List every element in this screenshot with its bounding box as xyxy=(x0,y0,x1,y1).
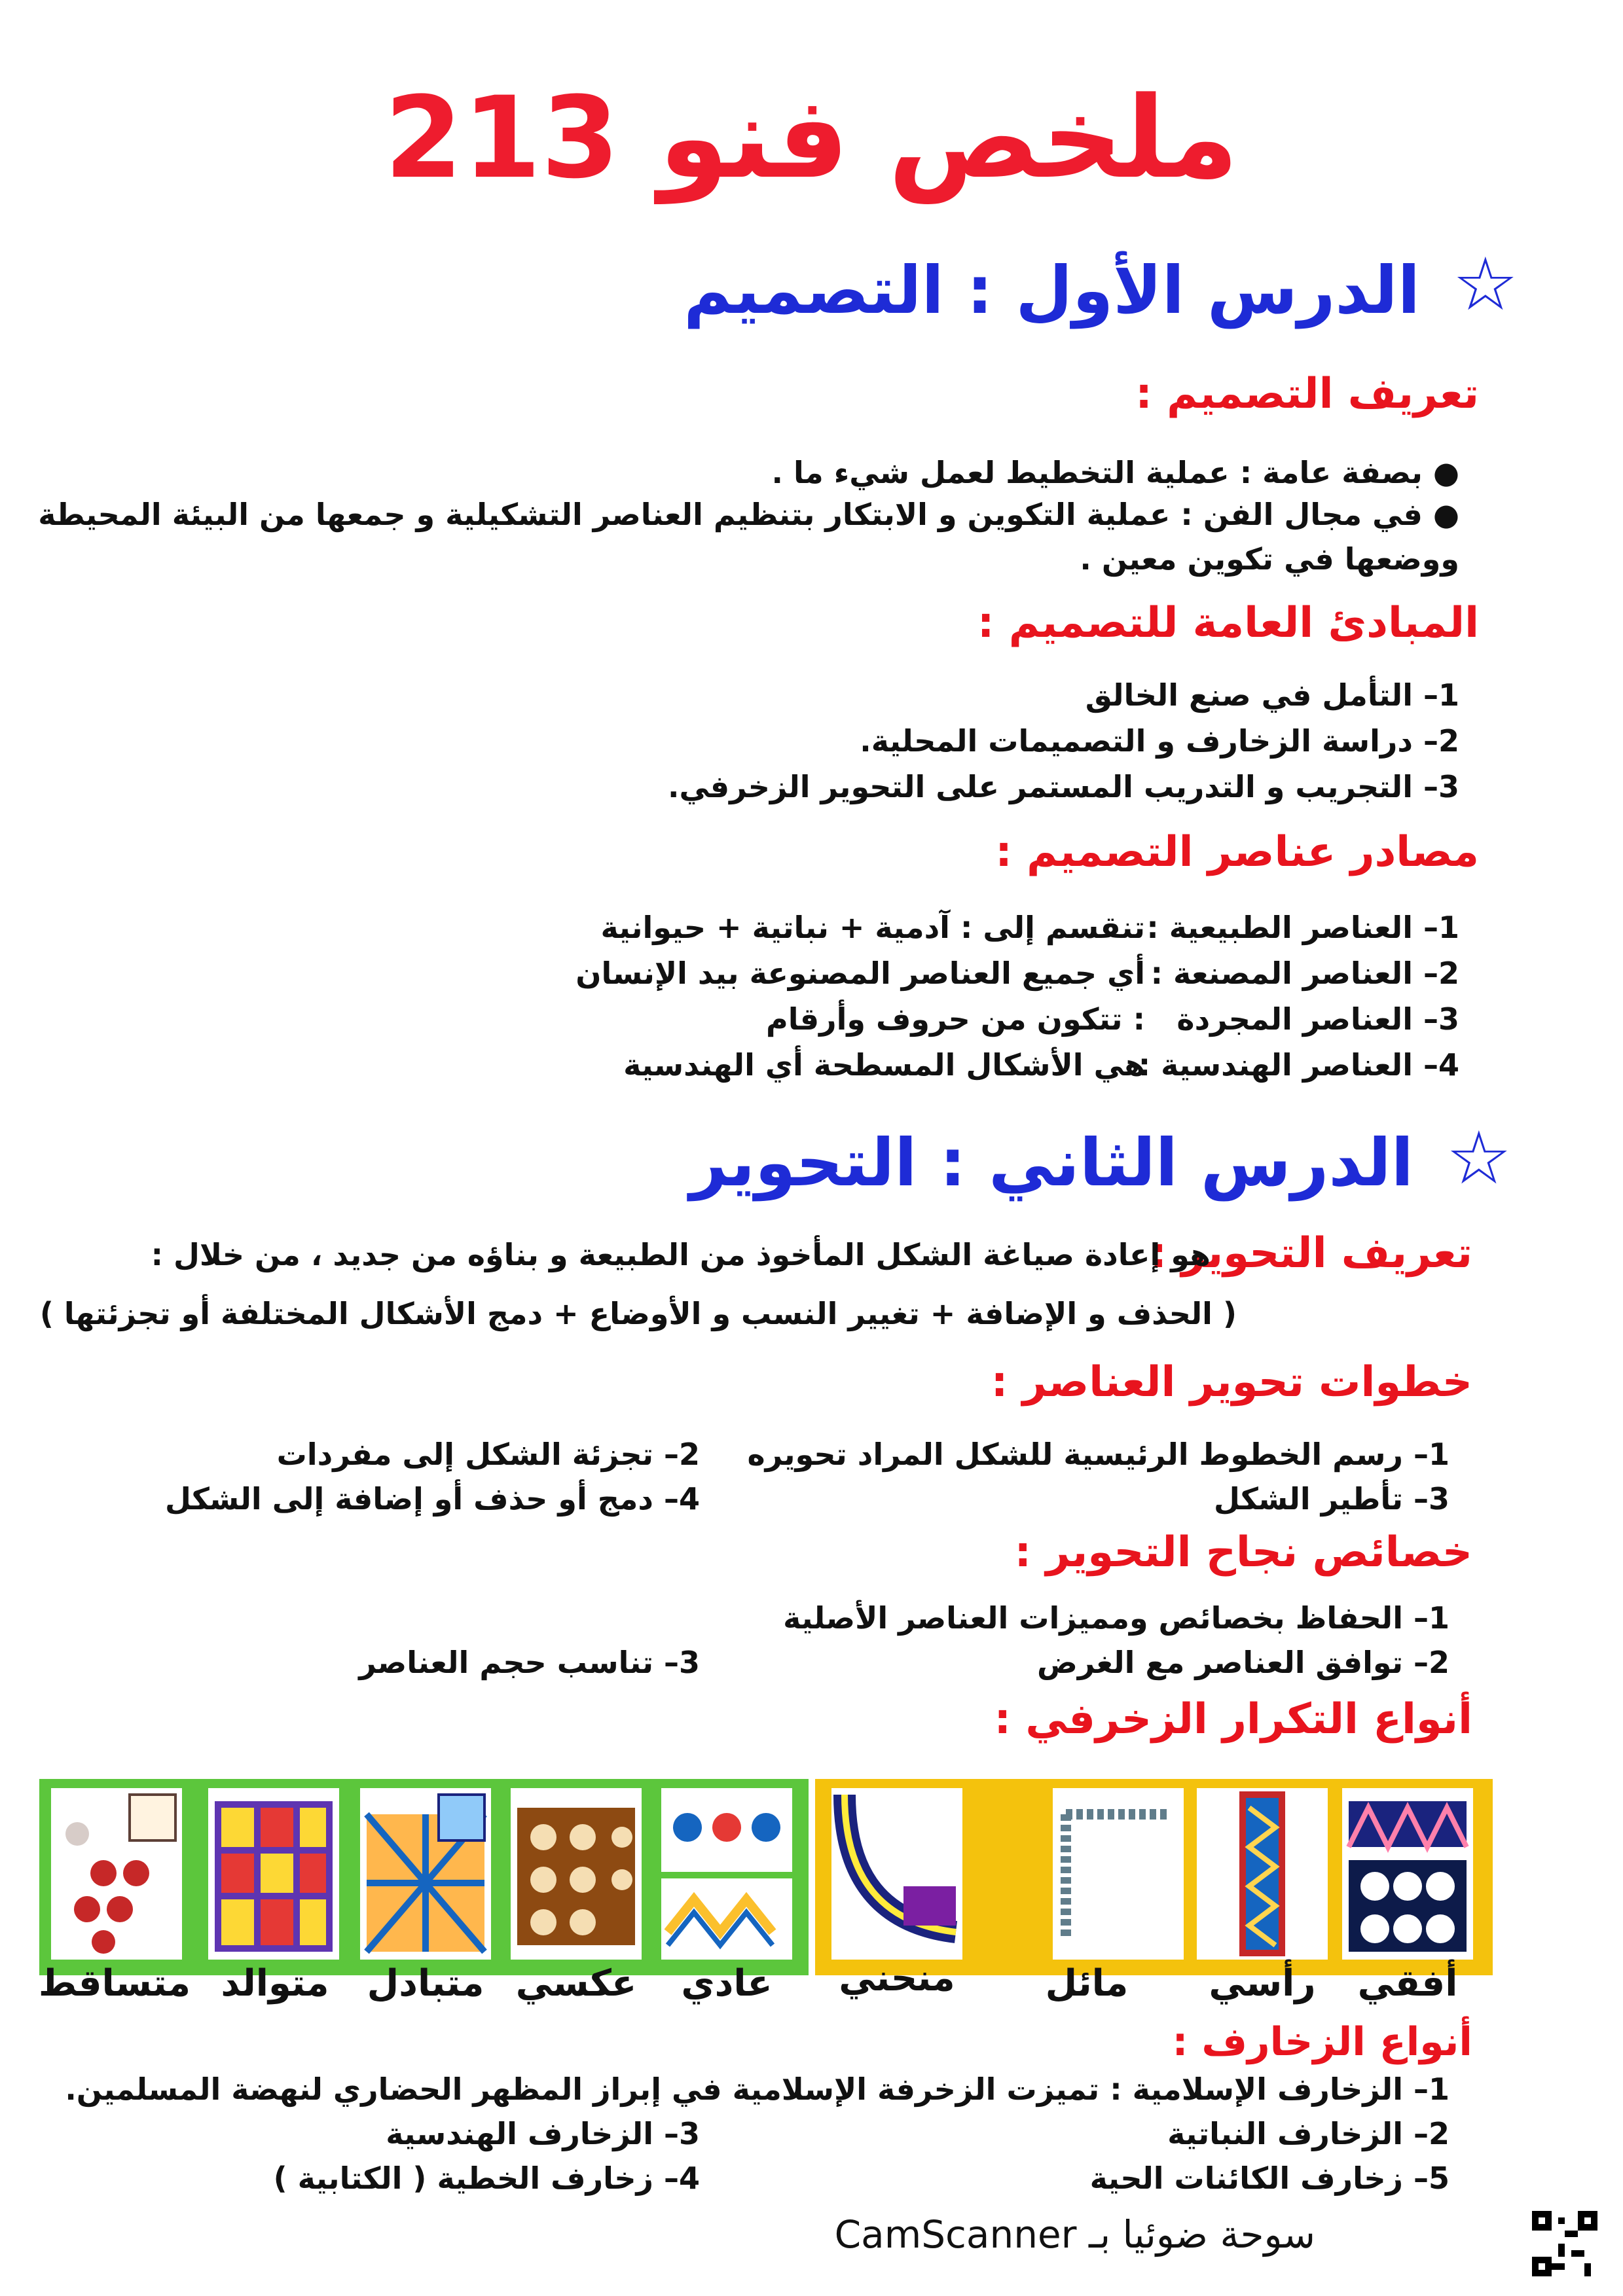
step-item: 2– تجزئة الشكل إلى مفردات xyxy=(276,1437,700,1472)
ornament-item: 2– الزخارف النباتية xyxy=(1167,2116,1450,2151)
reverse-repeat-image xyxy=(511,1788,642,1960)
stylization-definition-text: هو إعادة صياغة الشكل المأخوذ من الطبيعة و بناؤه من جديد ، من خلال : xyxy=(151,1237,1211,1272)
ornament-item: 1– الزخارف الإسلامية : تميزت الزخرفة الإسلامية في إبراز المظهر الحضاري لنهضة المسلمين. xyxy=(65,2072,1450,2107)
caption-reverse: عكسي xyxy=(515,1962,637,2005)
star-icon: ☆ xyxy=(1446,1116,1512,1201)
definition-line-2: ● في مجال الفن : عملية التكوين و الابتكار بتنظيم العناصر التشكيلية و جمعها من البيئة المحيطة xyxy=(38,497,1459,532)
success-item: 3– تناسب حجم العناصر xyxy=(359,1645,700,1680)
success-item: 2– توافق العناصر مع الغرض xyxy=(1036,1645,1450,1680)
principles-heading: المبادئ العامة للتصميم : xyxy=(977,599,1479,647)
source-desc: أي جميع العناصر المصنوعة بيد الإنسان xyxy=(575,956,1145,991)
ornament-item: 4– زخارف الخطية ( الكتابية ) xyxy=(273,2161,700,2196)
steps-heading: خطوات تحوير العناصر : xyxy=(991,1358,1472,1407)
success-heading: خصائص نجاح التحوير : xyxy=(1014,1528,1472,1577)
source-desc: : تتكون من حروف وأرقام xyxy=(766,1001,1145,1037)
caption-horizontal: أفقي xyxy=(1357,1962,1458,2005)
repetition-heading: أنواع التكرار الزخرفي : xyxy=(994,1695,1472,1744)
source-name: 2– العناصر المصنعة : xyxy=(1150,956,1459,991)
stylization-definition-detail: ( الحذف و الإضافة + تغيير النسب و الأوضاع + دمج الأشكال المختلفة أو تجزئتها ) xyxy=(39,1296,1237,1331)
lesson1-title: الدرس الأول : التصميم xyxy=(684,252,1420,329)
definition-line-1: ● بصفة عامة : عملية التخطيط لعمل شيء ما . xyxy=(771,455,1459,490)
step-item: 3– تأطير الشكل xyxy=(1214,1481,1450,1516)
source-name: 3– العناصر المجردة xyxy=(1176,1001,1459,1037)
principle-item: 2– دراسة الزخارف و التصميمات المحلية. xyxy=(860,723,1459,759)
caption-curved: منحني xyxy=(839,1957,955,2000)
camscanner-footer: سوحة ضوئيا بـ CamScanner xyxy=(834,2212,1315,2257)
caption-alternating: متبادل xyxy=(367,1962,484,2005)
success-item: 1– الحفاظ بخصائص ومميزات العناصر الأصلية xyxy=(783,1600,1450,1636)
star-icon: ☆ xyxy=(1452,242,1518,327)
regular-repeat-image xyxy=(661,1788,792,1960)
step-item: 4– دمج أو حذف أو إضافة إلى الشكل xyxy=(165,1481,700,1516)
source-name: 4– العناصر الهندسية : xyxy=(1138,1047,1459,1083)
page-title: ملخص فنو 213 xyxy=(384,72,1239,204)
bullet-icon: ● xyxy=(1432,497,1459,532)
horizontal-repeat-image xyxy=(1342,1788,1473,1960)
generated-repeat-image xyxy=(208,1788,339,1960)
source-desc: هي الأشكال المسطحة أي الهندسية xyxy=(623,1047,1145,1083)
caption-dropped: متساقط xyxy=(38,1962,191,2005)
source-name: 1– العناصر الطبيعية : xyxy=(1146,910,1459,945)
ornament-item: 5– زخارف الكائنات الحية xyxy=(1089,2161,1450,2196)
lesson2-title: الدرس الثاني : التحوير xyxy=(689,1124,1413,1201)
ornament-heading: أنواع الزخارف : xyxy=(1172,2019,1472,2065)
caption-diagonal: مائل xyxy=(1045,1962,1129,2005)
definition-line-3: ووضعها في تكوين معين . xyxy=(1080,541,1459,577)
alternating-repeat-image xyxy=(360,1788,491,1960)
dropped-repeat-image xyxy=(51,1788,182,1960)
diagonal-repeat-image xyxy=(1053,1788,1184,1960)
caption-regular: عادي xyxy=(681,1962,773,2005)
sources-heading: مصادر عناصر التصميم : xyxy=(995,828,1479,876)
vertical-repeat-image xyxy=(1197,1788,1328,1960)
caption-vertical: رأسي xyxy=(1209,1962,1316,2005)
principle-item: 3– التجريب و التدريب المستمر على التحوير الزخرفي. xyxy=(667,769,1459,804)
ornament-item: 3– الزخارف الهندسية xyxy=(386,2116,700,2151)
curved-repeat-image xyxy=(831,1788,962,1960)
principle-item: 1– التأمل في صنع الخالق xyxy=(1085,677,1459,713)
step-item: 1– رسم الخطوط الرئيسية للشكل المراد تحويره xyxy=(747,1437,1450,1472)
stylization-definition-label: تعريف التحوير : xyxy=(1150,1229,1472,1278)
caption-generated: متوالد xyxy=(221,1962,329,2005)
source-desc: تنقسم إلى : آدمية + نباتية + حيوانية xyxy=(600,910,1145,945)
qr-code-icon xyxy=(1532,2211,1597,2276)
design-definition-heading: تعريف التصميم : xyxy=(1135,370,1479,418)
bullet-icon: ● xyxy=(1432,455,1459,490)
